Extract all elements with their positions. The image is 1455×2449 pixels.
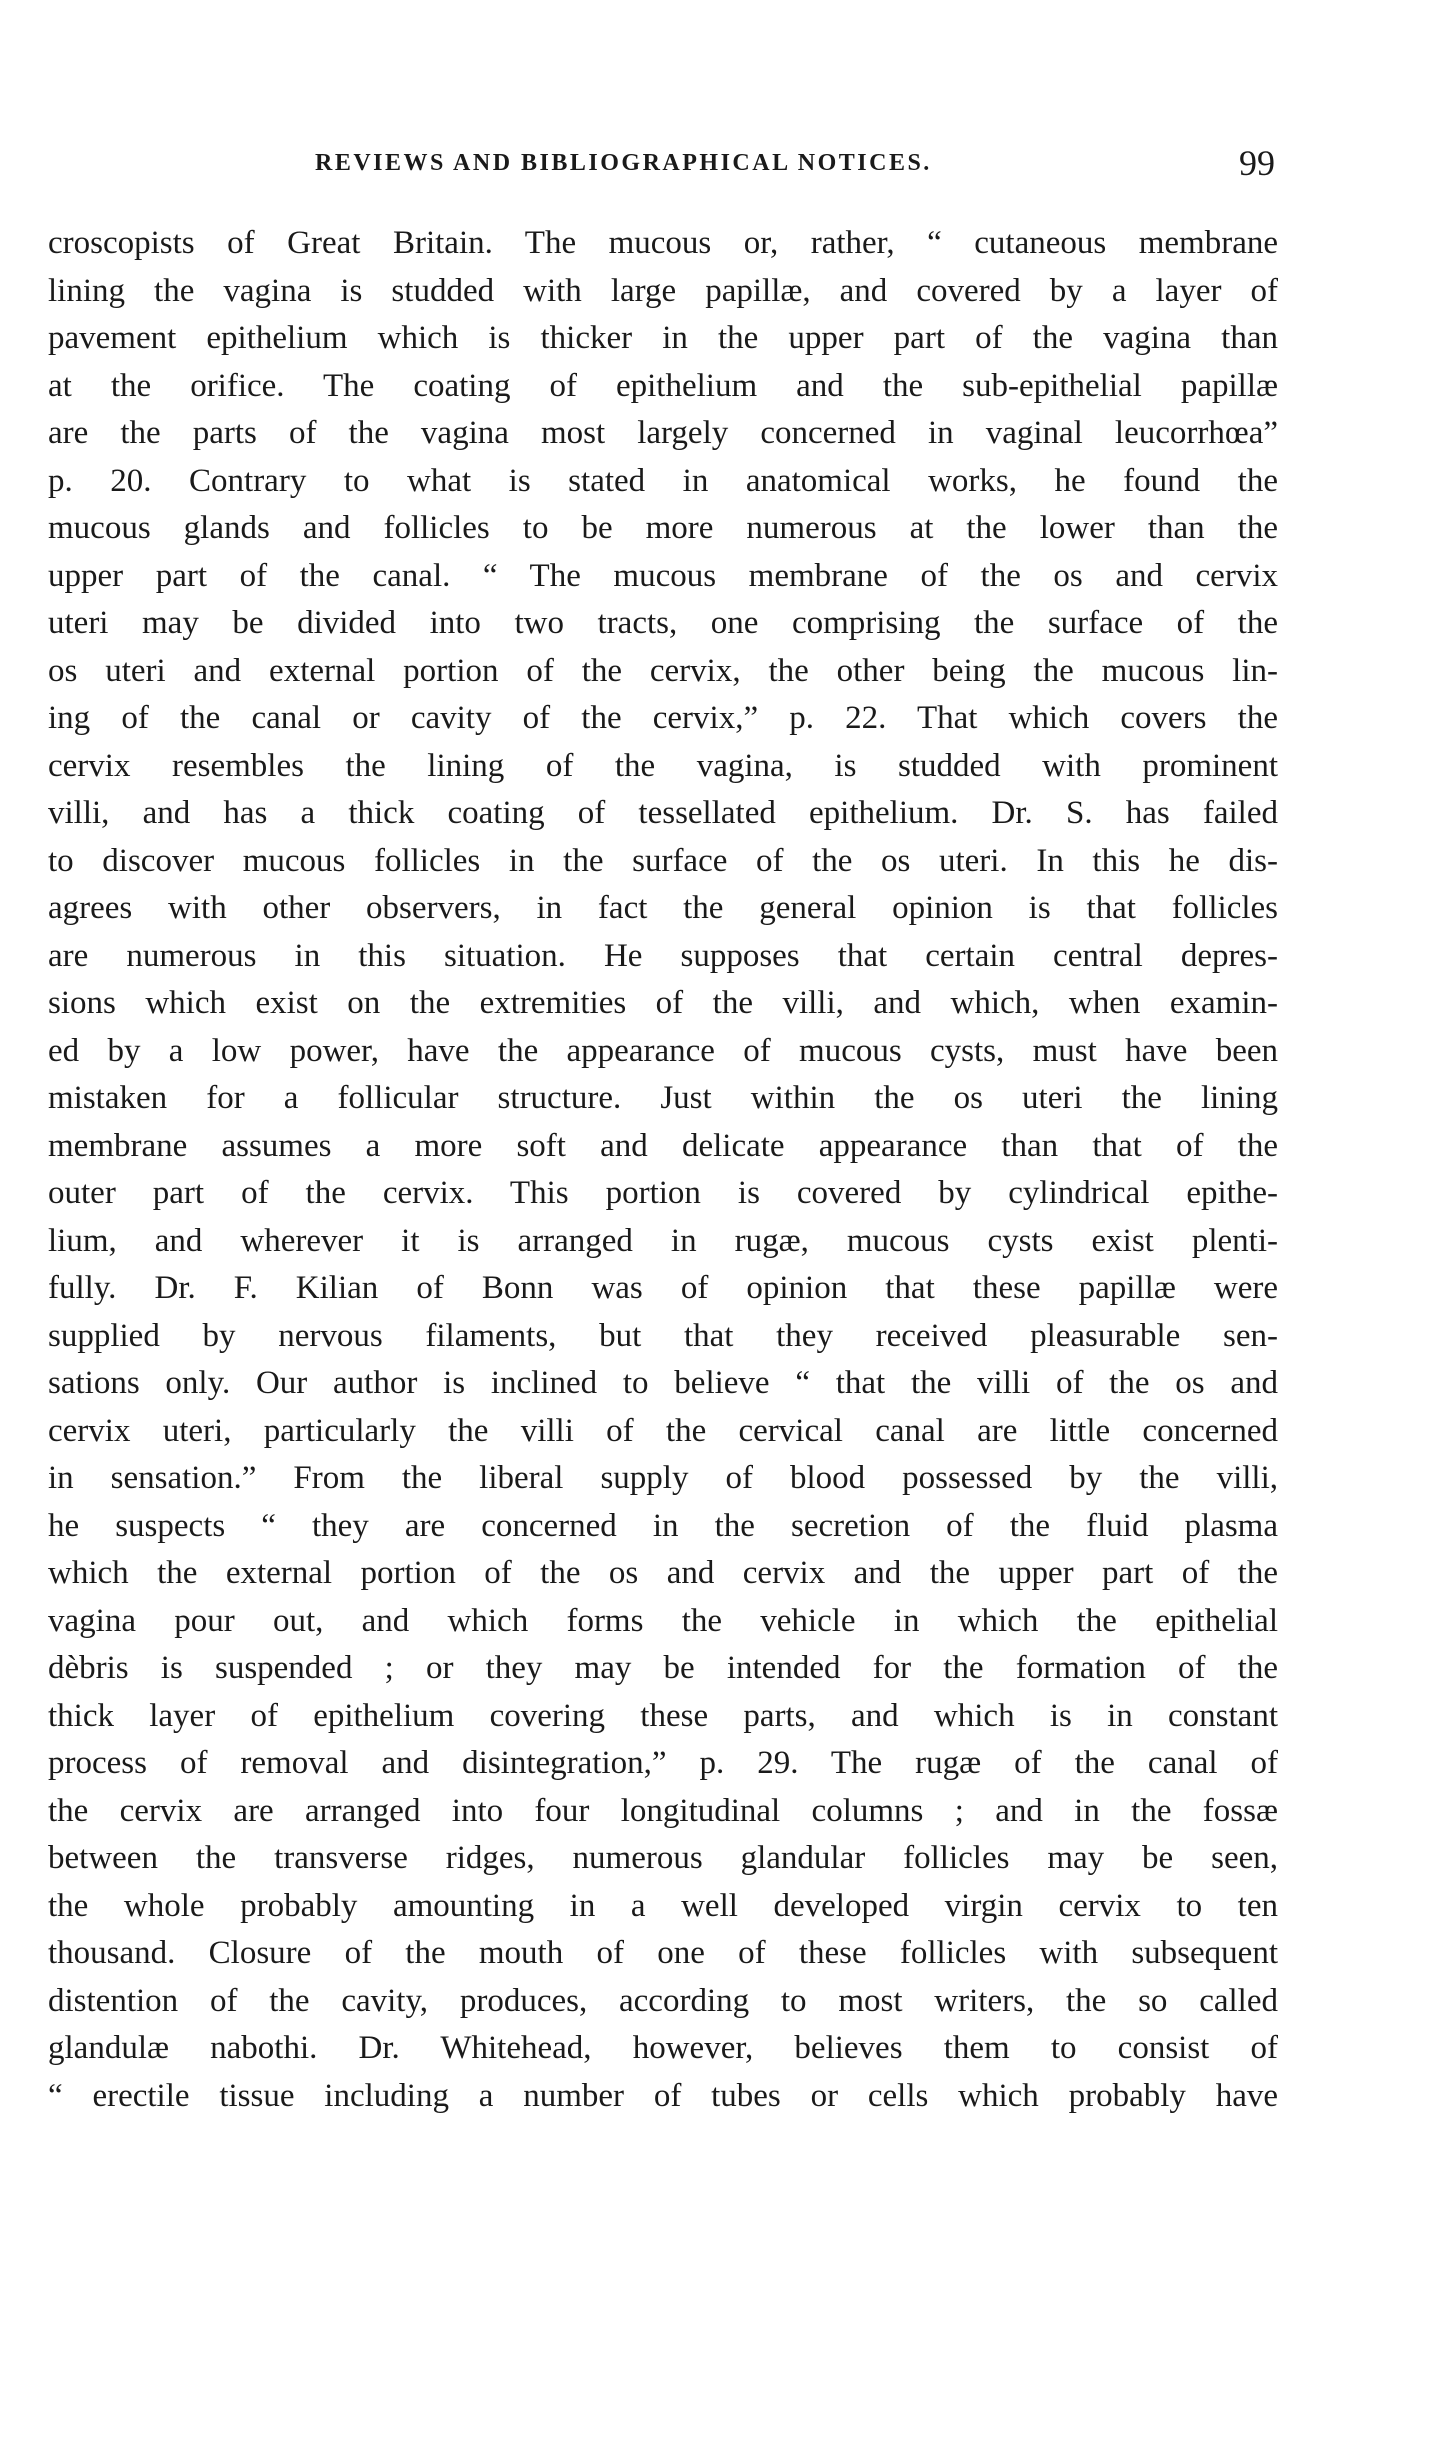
- text-line: are the parts of the vagina most largely concerned in vaginal leucorrhœa”: [48, 415, 1278, 451]
- text-line: supplied by nervous filaments, but that they received pleasurable sen-: [48, 1317, 1278, 1354]
- text-line: membrane assumes a more soft and delicate appearance than that of the: [48, 1127, 1278, 1164]
- text-line: the whole probably amounting in a well developed virgin cervix to ten: [48, 1887, 1278, 1924]
- text-line: in sensation.” From the liberal supply of blood possessed by the villi,: [48, 1460, 1278, 1496]
- text-line: thousand. Closure of the mouth of one of these follicles with subsequent: [48, 1935, 1278, 1971]
- text-line: vagina pour out, and which forms the vehicle in which the epithelial: [48, 1602, 1278, 1639]
- text-line: villi, and has a thick coating of tessellated epithelium. Dr. S. has failed: [48, 795, 1278, 831]
- text-line: fully. Dr. F. Kilian of Bonn was of opinion that these papillæ were: [48, 1270, 1278, 1306]
- text-line: p. 20. Contrary to what is stated in anatomical works, he found the: [48, 462, 1278, 499]
- text-line: thick layer of epithelium covering these parts, and which is in constant: [48, 1697, 1278, 1734]
- text-line: lium, and wherever it is arranged in rugæ, mucous cysts exist plenti-: [48, 1222, 1278, 1259]
- text-line: at the orifice. The coating of epithelium and the sub-epithelial papillæ: [48, 367, 1278, 404]
- text-line: to discover mucous follicles in the surface of the os uteri. In this he dis-: [48, 842, 1278, 879]
- body-text: [48, 220, 1278, 2120]
- text-line: upper part of the canal. “ The mucous membrane of the os and cervix: [48, 557, 1278, 594]
- text-line: are numerous in this situation. He supposes that certain central depres-: [48, 937, 1278, 974]
- text-line: mistaken for a follicular structure. Just within the os uteri the lining: [48, 1080, 1278, 1116]
- text-line: the cervix are arranged into four longitudinal columns ; and in the fossæ: [48, 1792, 1278, 1829]
- text-line: cervix uteri, particularly the villi of the cervical canal are little concerned: [48, 1412, 1278, 1449]
- text-line: uteri may be divided into two tracts, one comprising the surface of the: [48, 605, 1278, 641]
- text-line: croscopists of Great Britain. The mucous or, rather, “ cutaneous membrane: [48, 225, 1278, 261]
- text-line: glandulæ nabothi. Dr. Whitehead, however, believes them to consist of: [48, 2030, 1278, 2066]
- text-line: “ erectile tissue including a number of tubes or cells which probably have: [48, 2077, 1278, 2114]
- running-head: REVIEWS AND BIBLIOGRAPHICAL NOTICES.: [315, 150, 932, 176]
- text-line: sions which exist on the extremities of the villi, and which, when examin-: [48, 985, 1278, 1021]
- text-line: ing of the canal or cavity of the cervix,” p. 22. That which covers the: [48, 700, 1278, 736]
- text-line: distention of the cavity, produces, according to most writers, the so called: [48, 1982, 1278, 2019]
- text-line: ed by a low power, have the appearance of mucous cysts, must have been: [48, 1032, 1278, 1069]
- text-line: pavement epithelium which is thicker in the upper part of the vagina than: [48, 320, 1278, 356]
- text-line: process of removal and disintegration,” p. 29. The rugæ of the canal of: [48, 1745, 1278, 1781]
- text-line: dèbris is suspended ; or they may be intended for the formation of the: [48, 1650, 1278, 1686]
- page-header: [315, 143, 1275, 190]
- text-line: outer part of the cervix. This portion is covered by cylindrical epithe-: [48, 1175, 1278, 1211]
- text-line: which the external portion of the os and cervix and the upper part of the: [48, 1555, 1278, 1591]
- page-number: 99: [1239, 143, 1275, 183]
- text-line: os uteri and external portion of the cervix, the other being the mucous lin-: [48, 652, 1278, 689]
- text-line: cervix resembles the lining of the vagina, is studded with prominent: [48, 747, 1278, 784]
- text-line: he suspects “ they are concerned in the secretion of the fluid plasma: [48, 1507, 1278, 1544]
- text-line: sations only. Our author is inclined to believe “ that the villi of the os and: [48, 1365, 1278, 1401]
- text-line: between the transverse ridges, numerous glandular follicles may be seen,: [48, 1840, 1278, 1876]
- text-line: agrees with other observers, in fact the general opinion is that follicles: [48, 890, 1278, 926]
- text-line: mucous glands and follicles to be more numerous at the lower than the: [48, 510, 1278, 546]
- text-line: lining the vagina is studded with large papillæ, and covered by a layer of: [48, 272, 1278, 309]
